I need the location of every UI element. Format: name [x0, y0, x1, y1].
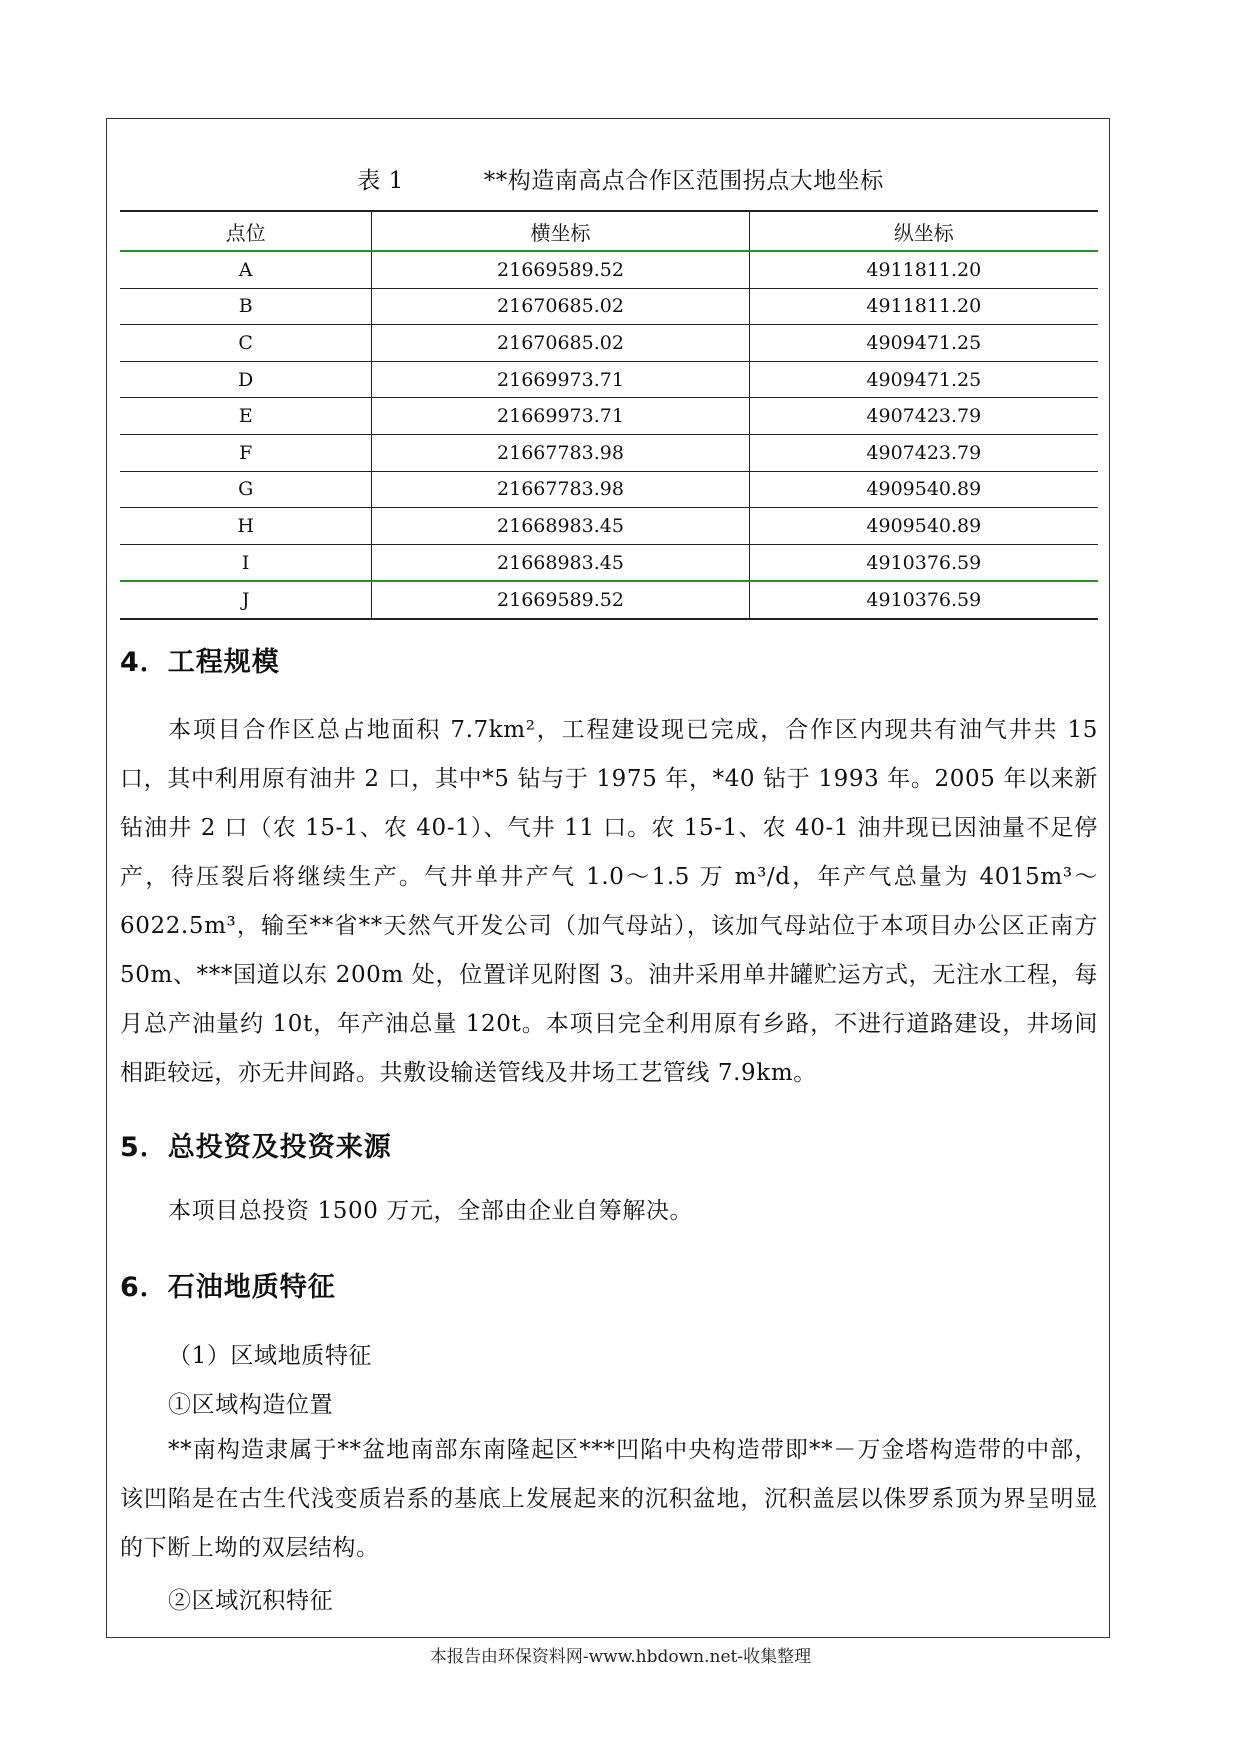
cell-y: 4907423.79 [749, 398, 1098, 435]
cell-point: G [120, 471, 372, 508]
table-caption [0, 162, 1241, 195]
section-6-heading: 6．石油地质特征 [120, 1272, 336, 1303]
cell-y: 4909471.25 [749, 361, 1098, 398]
header-point: 点位 [120, 211, 372, 251]
table-row [120, 508, 1098, 545]
subsection-structural-position: ①区域构造位置 [168, 1392, 334, 1418]
cell-x: 21669589.52 [372, 581, 749, 619]
cell-point: C [120, 325, 372, 362]
cell-x: 21668983.45 [372, 508, 749, 545]
cell-point: E [120, 398, 372, 435]
table-header-row [120, 211, 1098, 251]
section-4-heading: 4．工程规模 [120, 647, 280, 678]
cell-point: A [120, 251, 372, 288]
table-caption-title: **构造南高点合作区范围拐点大地坐标 [483, 168, 884, 194]
cell-x: 21670685.02 [372, 288, 749, 325]
table-row [120, 544, 1098, 581]
cell-y: 4910376.59 [749, 581, 1098, 619]
cell-y: 4909540.89 [749, 508, 1098, 545]
cell-point: I [120, 544, 372, 581]
cell-y: 4910376.59 [749, 544, 1098, 581]
cell-y: 4909471.25 [749, 325, 1098, 362]
section-5-heading: 5．总投资及投资来源 [120, 1132, 392, 1163]
cell-point: D [120, 361, 372, 398]
table-row [120, 251, 1098, 288]
subsection-sedimentary-features: ②区域沉积特征 [168, 1588, 334, 1614]
cell-x: 21669973.71 [372, 361, 749, 398]
cell-point: B [120, 288, 372, 325]
section-6-body: **南构造隶属于**盆地南部东南隆起区***凹陷中央构造带即**－万金塔构造带的中部，该凹陷是在古生代浅变质岩系的基底上发展起来的沉积盆地，沉积盖层以侏罗系顶为界呈明显的下断上坳的双层结构。 [120, 1437, 1098, 1561]
cell-x: 21669589.52 [372, 251, 749, 288]
cell-x: 21667783.98 [372, 434, 749, 471]
table-caption-label: 表 1 [357, 168, 404, 194]
cell-x: 21670685.02 [372, 325, 749, 362]
cell-point: H [120, 508, 372, 545]
table-row [120, 288, 1098, 325]
table-row [120, 398, 1098, 435]
header-y-coordinate: 纵坐标 [749, 211, 1098, 251]
cell-y: 4907423.79 [749, 434, 1098, 471]
table-row [120, 471, 1098, 508]
cell-y: 4911811.20 [749, 251, 1098, 288]
cell-point: F [120, 434, 372, 471]
table-row [120, 434, 1098, 471]
subsection-regional-geology: （1）区域地质特征 [168, 1343, 373, 1369]
section-4-body: 本项目合作区总占地面积 7.7km²，工程建设现已完成，合作区内现共有油气井共 15 口，其中利用原有油井 2 口，其中*5 钻与于 1975 年，*40 钻于 1993 年。2005 年以来新钻油井 2 口（农 15-1、农 40-1）、气井 11 口。农 15-1、农 40-1 油井现已因油量不足停产，待压裂后将继续生产。气井单井产气 1.0～1.5 万 m³/d，年产气总量为 4015m³～6022.5m³，输至**省**天然气开发公司（加气母站），该加气母站位于本项目办公区正南方 50m、***国道以东 200m 处，位置详见附图 3。油井采用单井罐贮运方式，无注水工程，每月总产油量约 10t，年产油总量 120t。本项目完全利用原有乡路，不进行道路建设，井场间相距较远，亦无井间路。共敷设输送管线及井场工艺管线 7.9km。 [120, 717, 1098, 1086]
table-row [120, 325, 1098, 362]
cell-x: 21667783.98 [372, 471, 749, 508]
page-footer: 本报告由环保资料网-www.hbdown.net-收集整理 [429, 1647, 812, 1667]
cell-x: 21669973.71 [372, 398, 749, 435]
header-x-coordinate: 横坐标 [372, 211, 749, 251]
table-row [120, 361, 1098, 398]
cell-y: 4909540.89 [749, 471, 1098, 508]
section-5-body: 本项目总投资 1500 万元，全部由企业自筹解决。 [168, 1198, 694, 1224]
table-row [120, 581, 1098, 619]
coordinate-table [120, 210, 1098, 620]
cell-point: J [120, 581, 372, 619]
cell-x: 21668983.45 [372, 544, 749, 581]
cell-y: 4911811.20 [749, 288, 1098, 325]
